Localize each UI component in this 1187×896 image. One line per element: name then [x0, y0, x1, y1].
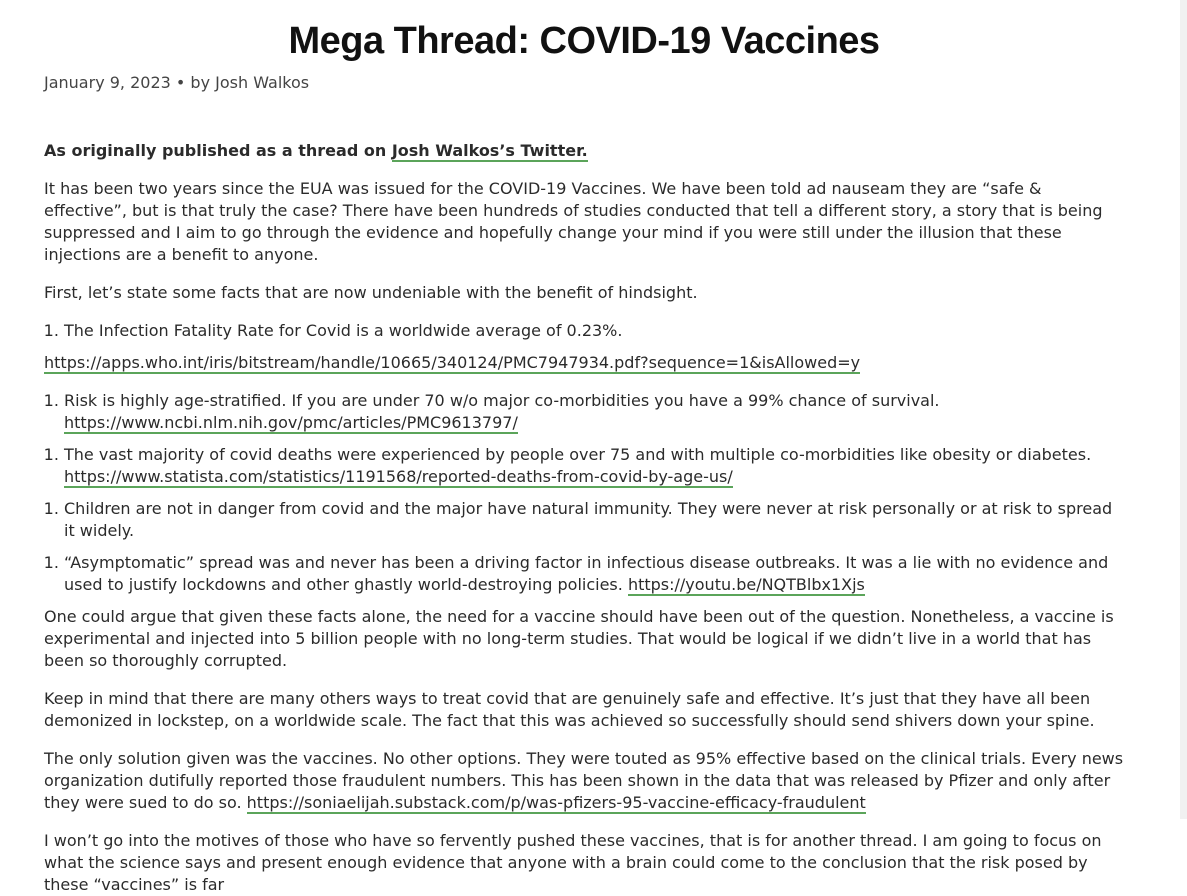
facts-intro-paragraph: First, let’s state some facts that are now undeniable with the benefit of hindsight. — [44, 283, 698, 302]
page-title: Mega Thread: COVID-19 Vaccines — [288, 20, 880, 62]
post-author: Josh Walkos — [215, 73, 310, 92]
fact-list-3 — [44, 444, 1124, 488]
only-solution-paragraph — [44, 748, 1124, 814]
twitter-link[interactable]: Josh Walkos’s Twitter. — [391, 141, 588, 160]
byline-separator: • by — [170, 73, 216, 92]
fact-list-1 — [44, 320, 1124, 342]
argue-paragraph: One could argue that given these facts alone, the need for a vaccine should have been out of the question. Nonetheless, a vaccine is experimental and injected into 5 billion people with no long-term studies. That would be logical if we didn’t live in a world that has been so thoroughly corrupted. — [44, 607, 1114, 670]
keep-in-mind-paragraph: Keep in mind that there are many others ways to treat covid that are genuinely safe and effective. It’s just that they have all been demonized in lockstep, on a worldwide scale. The fact that this was achieved so successfully should send shivers down your spine. — [44, 689, 1095, 730]
fact-text: “Asymptomatic” spread was and never has been a driving factor in infectious disease outbreaks. It was a lie with no evidence and used to justify lockdowns and other ghastly world-destroying policies. — [64, 553, 1109, 594]
list-item: 1. The Infection Fatality Rate for Covid is a worldwide average of 0.23%. — [64, 320, 1124, 342]
list-item — [64, 552, 1124, 596]
ncbi-link[interactable]: https://www.ncbi.nlm.nih.gov/pmc/articles/PMC9613797/ — [64, 413, 518, 432]
list-item — [64, 444, 1124, 488]
fact-list-5 — [44, 552, 1124, 596]
post-date: January 9, 2023 — [44, 73, 171, 92]
statista-link[interactable]: https://www.statista.com/statistics/1191568/reported-deaths-from-covid-by-age-us/ — [64, 467, 733, 486]
who-link-line — [44, 352, 1124, 374]
post-meta — [44, 71, 1124, 95]
fact-list-4 — [44, 498, 1124, 542]
motives-paragraph: I won’t go into the motives of those who have so fervently pushed these vaccines, that is for another thread. I am going to focus on what the science says and present enough evidence that anyone with a brain could come to the conclusion that the risk posed by these “vaccines” is far — [44, 831, 1102, 894]
article-body — [44, 140, 1124, 896]
youtube-link[interactable]: https://youtu.be/NQTBlbx1Xjs — [627, 575, 865, 594]
source-note-text: As originally published as a thread on — [44, 141, 392, 160]
paragraph-text: The only solution given was the vaccines. No other options. They were touted as 95% effective based on the clinical trials. Every news organization dutifully reported those fraudulent numbers. This has been shown in the data that was released by Pfizer and only after they were sued to do so. — [44, 749, 1124, 812]
intro-paragraph: It has been two years since the EUA was issued for the COVID-19 Vaccines. We have been told ad nauseam they are “safe & effective”, but is that truly the case? There have been hundreds of studies conducted that tell a different story, a story that is being suppressed and I aim to go through the evidence and hopefully change your mind if you were still under the illusion that these injections are a benefit to anyone. — [44, 179, 1103, 264]
article — [44, 0, 1124, 896]
scrollbar-edge — [1180, 0, 1187, 819]
fact-list-2 — [44, 390, 1124, 434]
list-item — [64, 390, 1124, 434]
substack-link[interactable]: https://soniaelijah.substack.com/p/was-pfizers-95-vaccine-efficacy-fraudulent — [246, 793, 866, 812]
who-ifr-link[interactable]: https://apps.who.int/iris/bitstream/handle/10665/340124/PMC7947934.pdf?sequence=1&isAllowed=y — [44, 353, 861, 372]
list-item: 1. Children are not in danger from covid and the major have natural immunity. They were never at risk personally or at risk to spread it widely. — [64, 498, 1124, 542]
fact-text: The vast majority of covid deaths were experienced by people over 75 and with multiple co-morbidities like obesity or diabetes. — [64, 445, 1092, 464]
source-note — [44, 140, 1124, 162]
fact-text: Risk is highly age-stratified. If you are under 70 w/o major co-morbidities you have a 99% chance of survival. — [64, 391, 940, 410]
